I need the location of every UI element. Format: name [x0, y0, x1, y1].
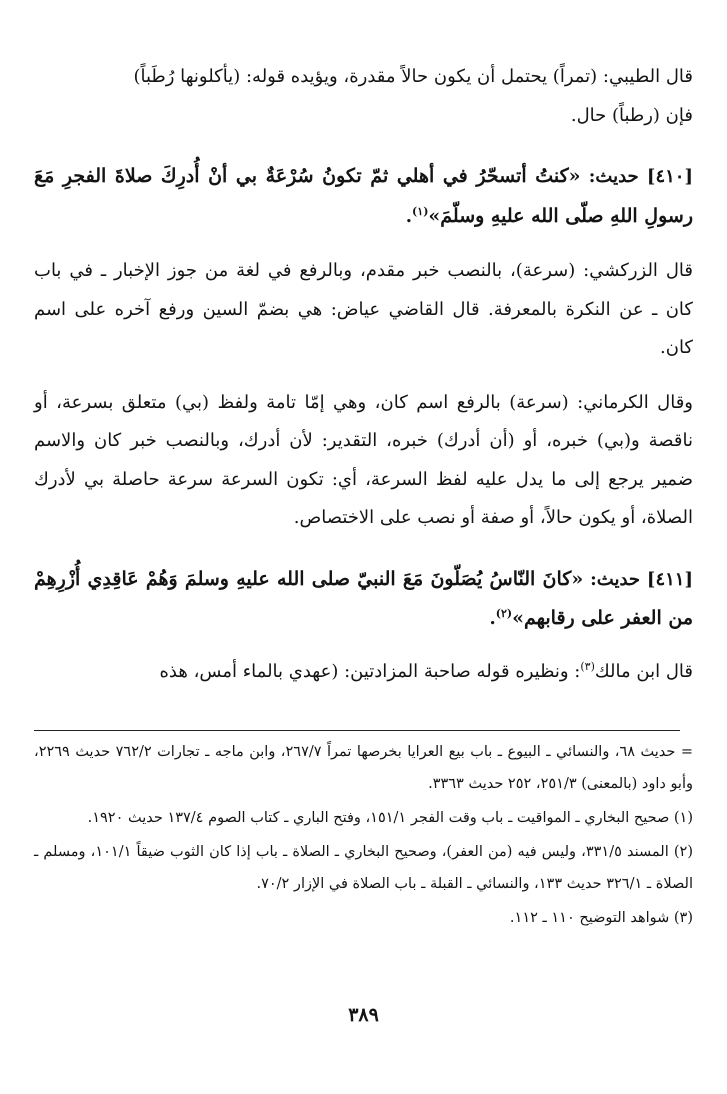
kirmani-paragraph: وقال الكرماني: (سرعة) بالرفع اسم كان، وهي إمّا تامة ولفظ (بي) متعلق بسرعة، أو ناقصة و(بي) خبره، أو (أن أدرك) خبره، التقدير: لأن أدرك، وبالنصب خبر كان والاسم ضمير يرجع إلى ما يدل عليه لفظ السرعة، أي: تكون السرعة سرعة حاصلة بي لأدرك الصلاة، أو يكون حالاً، أو صفة أو نصب على الاختصاص. — [34, 391, 693, 528]
footnote-continuation: = حديث ٦٨، والنسائي ـ البيوع ـ باب بيع العرايا بخرصها تمراً ٢٦٧/٧، وابن ماجه ـ تجارات ٧٦٢/٢ حديث ٢٢٦٩، وأبو داود (بالمعنى) ٢٥١/٣، ٢٥٢ حديث ٣٣٦٣. — [34, 744, 694, 792]
main-text — [34, 58, 693, 691]
footnote-divider — [34, 730, 680, 731]
ibn-malik-footnote-ref: (٣) — [580, 659, 595, 673]
footnotes — [34, 736, 693, 934]
tibi-line-2: فإن (رطباً) حال. — [570, 104, 693, 126]
hadith-411-footnote-ref: (٢) — [495, 607, 513, 620]
footnote-2: (٢) المسند ٣٣١/٥، وليس فيه (من العفر)، وصحيح البخاري ـ الصلاة ـ باب إذا كان الثوب ضيقاً ١٠١/١، ومسلم ـ الصلاة ـ ٣٢٦/١ حديث ١٣٣، والنسائي ـ القبلة ـ باب الصلاة في الإزار ٧٠/٢. — [34, 844, 693, 892]
tibi-paragraph — [34, 58, 693, 135]
hadith-411-number: [٤١١] حديث: — [590, 568, 693, 590]
hadith-410-number: [٤١٠] حديث: — [588, 166, 693, 187]
hadith-410: [٤١٠] حديث: «كنتُ أتسحّرُ في أهلي ثمّ تكونُ سُرْعَةٌ بي أنْ أُدرِكَ صلاةَ الفجرِ مَعَ رسولِ اللهِ صلّى الله عليهِ وسلّمَ»$^{(١)}$. — [34, 165, 693, 227]
zarkashi-paragraph: قال الزركشي: (سرعة)، بالنصب خبر مقدم، وبالرفع في لغة من جوز الإخبار ـ في باب كان ـ عن النكرة بالمعرفة. قال القاضي عياض: هي بضمّ السين ورفع آخره على اسم كان. — [34, 260, 693, 358]
tibi-line-1: قال الطيبي: (تمراً) يحتمل أن يكون حالاً مقدرة، ويؤيده قوله: (يأكلونها رُطَباً) — [133, 66, 693, 87]
ibn-malik-intro: قال ابن مالك — [594, 660, 693, 682]
hadith-411-text: «كانَ النّاسُ يُصَلّونَ مَعَ النبيّ صلى الله عليهِ وسلمَ وَهُمْ عَاقِدِي أُزْرِهِمْ من العفر على رقابهم» — [34, 567, 693, 629]
hadith-411: [٤١١] حديث: «كانَ النّاسُ يُصَلّونَ مَعَ النبيّ صلى الله عليهِ وسلمَ وَهُمْ عَاقِدِي أُزْرِهِمْ من العفر على رقابهم»$^{(٢)}$. — [34, 567, 693, 629]
hadith-410-footnote-ref: (١) — [412, 204, 429, 218]
footnote-1: (١) صحيح البخاري ـ المواقيت ـ باب وقت الفجر ١٥١/١، وفتح الباري ـ كتاب الصوم ١٣٧/٤ حديث ١٩٢٠. — [87, 810, 693, 826]
ibn-malik-text: : ونظيره قوله صاحبة المزادتين: (عهدي بالماء أمس، هذه — [159, 660, 581, 682]
ibn-malik-paragraph — [34, 653, 693, 692]
hadith-410-text: «كنتُ أتسحّرُ في أهلي ثمّ تكونُ سُرْعَةٌ بي أنْ أُدرِكَ صلاةَ الفجرِ مَعَ رسولِ اللهِ صلّى الله عليهِ وسلّمَ» — [34, 165, 693, 227]
footnote-3: (٣) شواهد التوضيح ١١٠ ـ ١١٢. — [509, 910, 693, 926]
page-number: ٣٨٩ — [348, 1004, 379, 1026]
